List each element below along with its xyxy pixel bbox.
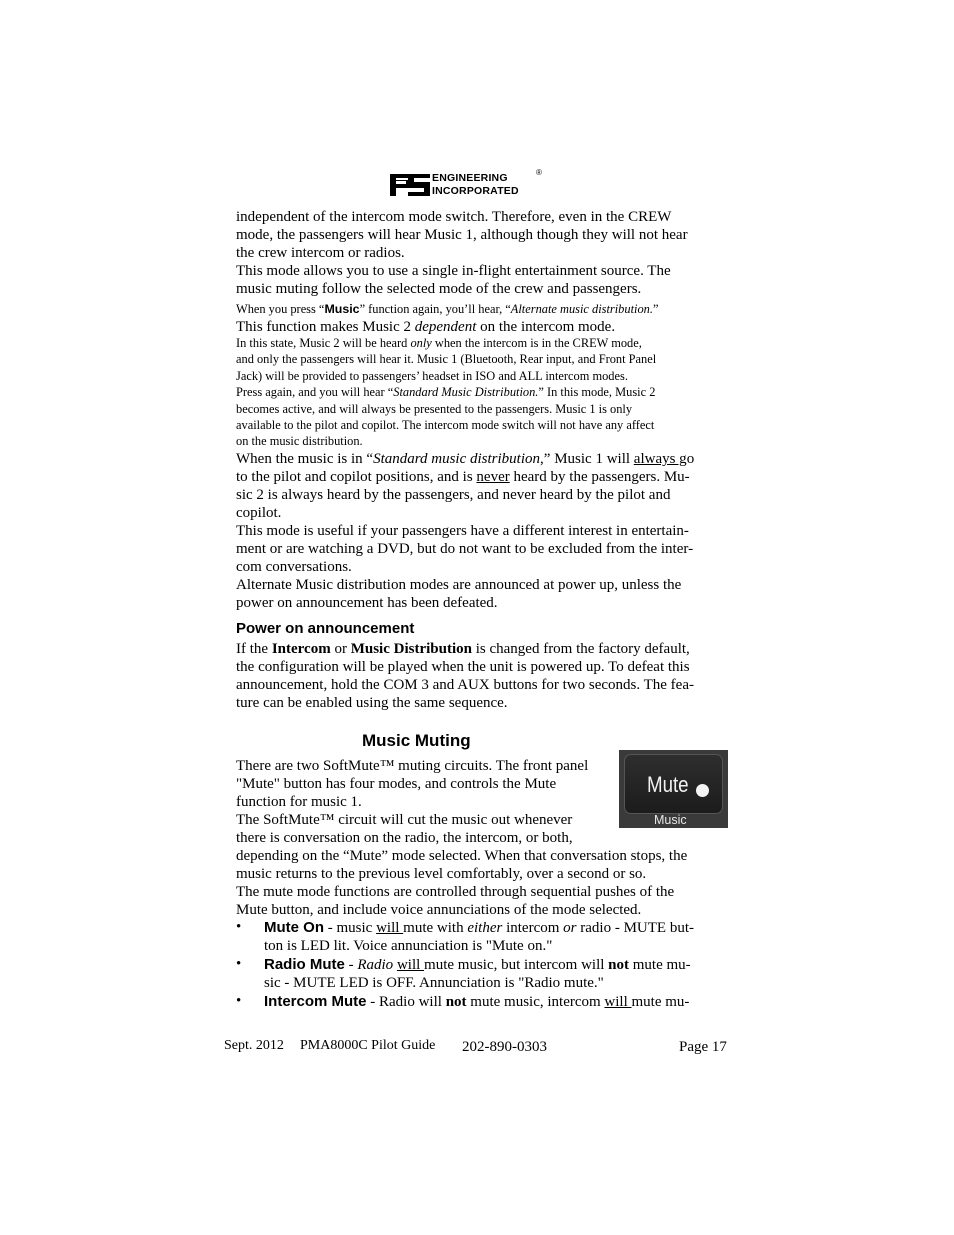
press-music-line: When you press “Music” function again, you’ll hear, “Alternate music distribution.” xyxy=(236,302,659,316)
text-line: com conversations. xyxy=(236,559,352,575)
text-line: This mode is useful if your passengers have a different interest in entertain- xyxy=(236,523,689,539)
text-line: power on announcement has been defeated. xyxy=(236,595,498,611)
bullet-mute-on: Mute On - music will mute with either intercom or radio - MUTE but- ton is LED lit. Voice annunciation is "Mute on." xyxy=(264,919,724,955)
text-line: sic - MUTE LED is OFF. Annunciation is "Radio mute." xyxy=(264,975,604,991)
music-muting-heading: Music Muting xyxy=(362,731,471,750)
text-line: and only the passengers will hear it. Music 1 (Bluetooth, Rear input, and Front Panel xyxy=(236,352,657,367)
logo-line2: INCORPORATED xyxy=(432,185,519,197)
muting-text-wrapped xyxy=(236,757,616,847)
footer-date: Sept. 2012 xyxy=(224,1038,284,1053)
dependent-line: This function makes Music 2 dependent on the intercom mode. xyxy=(236,319,616,335)
bullet-intercom-mute: Intercom Mute - Radio will not mute music, intercom will mute mu- xyxy=(264,993,690,1010)
mute-key-label: Mute xyxy=(647,772,689,797)
text-line: on the music distribution. xyxy=(236,434,363,449)
mute-button-image xyxy=(619,750,728,828)
text-line: sic 2 is always heard by the passengers, and never heard by the pilot and xyxy=(236,487,671,503)
text-line: music returns to the previous level comfortably, over a second or so. xyxy=(236,866,647,882)
text-line: Jack) will be provided to passengers’ headset in ISO and ALL intercom modes. xyxy=(236,368,628,383)
led-indicator-icon xyxy=(696,784,709,797)
footer-page-number: Page 17 xyxy=(679,1039,727,1055)
standard-distribution-text: When the music is in “Standard music distribution,” Music 1 will always go to the pilot and copilot positions, and is never heard by the passengers. Mu- sic 2 is always heard by the passengers, and never heard by the pilot and copilot. This mode is useful if your passengers have a different interest in entertain- ment or are watching a DVD, but do not want to be excluded from the inter- com conversations. Alternate Music distribution modes are announced at power up, unless the power on announcement has been defeated. xyxy=(236,450,718,612)
text-line: This mode allows you to use a single in-flight entertainment source. The xyxy=(236,263,671,279)
music-button-ref: Music xyxy=(324,302,360,316)
text-line: music muting follow the selected mode of the crew and passengers. xyxy=(236,281,642,297)
text-line: Mute button, and include voice annunciations of the mode selected. xyxy=(236,902,642,918)
text-line: ment or are watching a DVD, but do not want to be excluded from the inter- xyxy=(236,541,694,557)
text-line: the crew intercom or radios. xyxy=(236,245,405,261)
intro-text xyxy=(236,208,718,298)
text-line: available to the pilot and copilot. The intercom mode switch will not have any affect xyxy=(236,418,655,433)
text-line: announcement, hold the COM 3 and AUX buttons for two seconds. The fea- xyxy=(236,677,694,693)
text-line: The mute mode functions are controlled through sequential pushes of the xyxy=(236,884,675,900)
muting-text-full xyxy=(236,847,718,919)
text-line: independent of the intercom mode switch. Therefore, even in the CREW xyxy=(236,209,672,225)
text-line: the configuration will be played when the unit is powered up. To defeat this xyxy=(236,659,690,675)
text-line: Alternate Music distribution modes are announced at power up, unless the xyxy=(236,577,682,593)
registered-mark: ® xyxy=(536,168,542,177)
text-line: ton is LED lit. Voice annunciation is "Mute on." xyxy=(264,938,553,954)
power-on-heading: Power on announcement xyxy=(236,620,415,637)
text-line: there is conversation on the radio, the intercom, or both, xyxy=(236,830,573,846)
text-line: There are two SoftMute™ muting circuits. The front panel xyxy=(236,758,589,774)
footer-guide: PMA8000C Pilot Guide xyxy=(300,1038,436,1053)
bullet-radio-mute: Radio Mute - Radio will mute music, but intercom will not mute mu- sic - MUTE LED is OFF. Annunciation is "Radio mute." xyxy=(264,956,724,992)
mute-key xyxy=(624,754,723,814)
footer-phone: 202-890-0303 xyxy=(462,1039,547,1055)
company-logo xyxy=(390,170,550,200)
ps-logo-mark xyxy=(390,172,430,198)
bullet-icon: • xyxy=(236,956,242,972)
music-caption: Music xyxy=(654,813,687,827)
logo-line1: ENGINEERING xyxy=(432,172,508,184)
small-text-block: In this state, Music 2 will be heard only when the intercom is in the CREW mode, and only the passengers will hear it. Music 1 (Bluetooth, Rear input, and Front Panel Jack) will be provided to passengers’ headset in ISO and ALL intercom modes. Press again, and you will hear “Standard Music Distribution.” In this mode, Music 2 becomes active, and will always be presented to the passengers. Music 1 is only available to the pilot and copilot. The intercom mode switch will not have any affect on the music distribution. xyxy=(236,335,718,450)
text-line: mode, the passengers will hear Music 1, although though they will not hear xyxy=(236,227,688,243)
text-line: The SoftMute™ circuit will cut the music out whenever xyxy=(236,812,573,828)
bullet-icon: • xyxy=(236,993,242,1009)
text-line: ture can be enabled using the same sequence. xyxy=(236,695,508,711)
power-on-text: If the Intercom or Music Distribution is changed from the factory default, the configuration will be played when the unit is powered up. To defeat this announcement, hold the COM 3 and AUX buttons for two seconds. The fea- ture can be enabled using the same sequence. xyxy=(236,640,718,712)
bullet-icon: • xyxy=(236,919,242,935)
text-line: copilot. xyxy=(236,505,282,521)
text-line: becomes active, and will always be presented to the passengers. Music 1 is only xyxy=(236,401,633,416)
text-line: "Mute" button has four modes, and controls the Mute xyxy=(236,776,557,792)
text-line: function for music 1. xyxy=(236,794,362,810)
text-line: depending on the “Mute” mode selected. When that conversation stops, the xyxy=(236,848,688,864)
